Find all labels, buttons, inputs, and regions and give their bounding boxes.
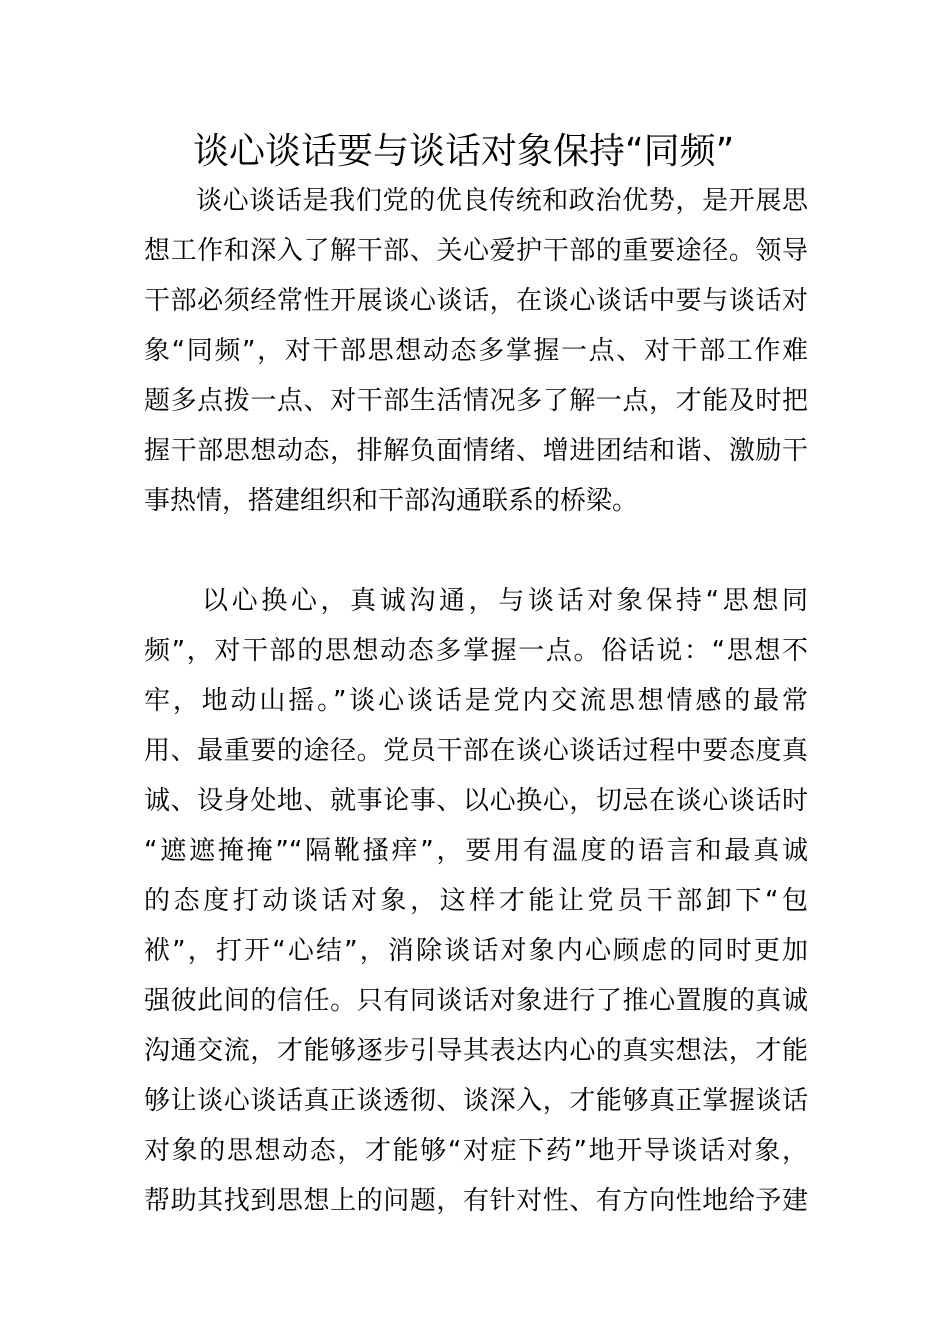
paragraph-line: 够让谈心谈话真正谈透彻、谈深入，才能够真正掌握谈话: [144, 1086, 808, 1116]
paragraph-line: 谈心谈话是我们党的优良传统和政治优势，是开展思: [196, 186, 808, 216]
paragraph-2: [144, 576, 808, 1226]
paragraph-line: 握干部思想动态，排解负面情绪、增进团结和谐、激励干: [144, 436, 808, 466]
paragraph-line: 帮助其找到思想上的问题，有针对性、有方向性地给予建: [144, 1186, 808, 1216]
document-title: 谈心谈话要与谈话对象保持“同频”: [193, 131, 735, 172]
paragraph-line: 事热情，搭建组织和干部沟通联系的桥梁。: [144, 486, 639, 516]
paragraph-line: 题多点拨一点、对干部生活情况多了解一点，才能及时把: [144, 386, 808, 416]
paragraph-line: 的态度打动谈话对象，这样才能让党员干部卸下“包: [144, 886, 808, 916]
paragraph-line: 象“同频”，对干部思想动态多掌握一点、对干部工作难: [144, 336, 808, 366]
paragraph-line: 强彼此间的信任。只有同谈话对象进行了推心置腹的真诚: [144, 986, 808, 1016]
paragraph-line: 沟通交流，才能够逐步引导其表达内心的真实想法，才能: [144, 1036, 808, 1066]
paragraph-line: “遮遮掩掩”“隔靴搔痒”，要用有温度的语言和最真诚: [144, 836, 808, 866]
paragraph-line: 想工作和深入了解干部、关心爱护干部的重要途径。领导: [144, 236, 808, 266]
paragraph-line: 干部必须经常性开展谈心谈话，在谈心谈话中要与谈话对: [144, 286, 808, 316]
paragraph-line: 袱”，打开“心结”，消除谈话对象内心顾虑的同时更加: [144, 936, 808, 966]
paragraph-line: 对象的思想动态，才能够“对症下药”地开导谈话对象，: [144, 1136, 808, 1166]
paragraph-1: [144, 176, 808, 526]
paragraph-line: 用、最重要的途径。党员干部在谈心谈话过程中要态度真: [144, 736, 808, 766]
paragraph-line: 牢，地动山摇。”谈心谈话是党内交流思想情感的最常: [144, 686, 808, 716]
paragraph-line: 以心换心，真诚沟通，与谈话对象保持“思想同: [202, 586, 808, 616]
paragraph-line: 诚、设身处地、就事论事、以心换心，切忌在谈心谈话时: [144, 786, 808, 816]
paragraph-line: 频”，对干部的思想动态多掌握一点。俗话说：“思想不: [144, 636, 808, 666]
